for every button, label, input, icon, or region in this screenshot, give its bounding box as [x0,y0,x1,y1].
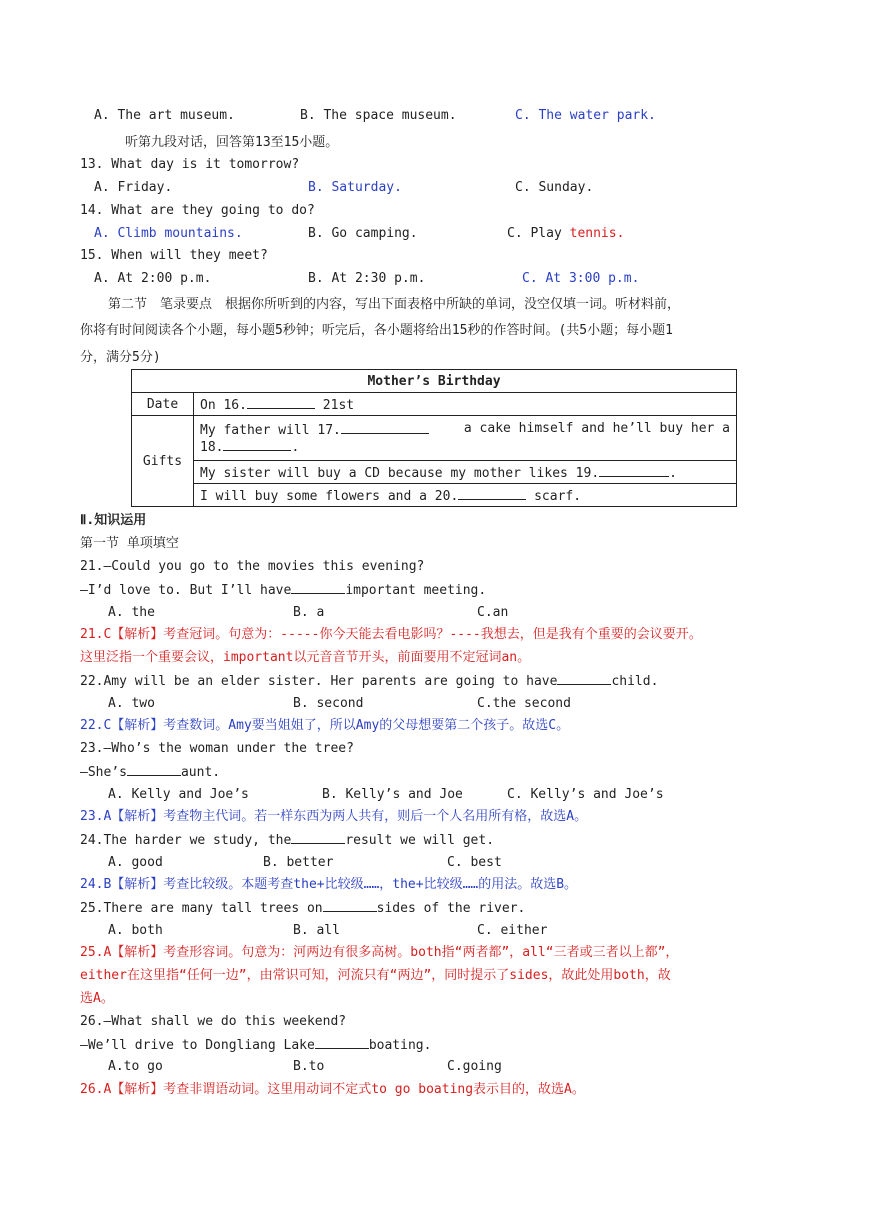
question-13: 13. What day is it tomorrow? [80,157,300,172]
q21-text: —I’d love to. But I’ll have [80,583,292,598]
blank-22[interactable] [557,672,611,685]
option-a: A. Friday. [94,180,173,195]
question-25 [80,899,525,918]
section-2-line-3: 分，满分5分) [80,350,161,365]
answer-25-line-3: 选A。 [80,991,114,1006]
gift-sister-end: . [669,465,677,481]
gift-father-cell [194,416,737,461]
section-2-line-2: 你将有时间阅读各个小题，每小题5秒钟；听完后，各小题将给出15秒的作答时间。(共5小题；每小题1 [80,323,673,338]
option-c: C. Kelly’s and Joe’s [507,787,664,802]
option-c [507,225,624,243]
date-text: On 16. [200,397,247,413]
option-a: A. two [108,696,155,711]
option-a: A.to go [108,1059,163,1074]
blank-17[interactable] [341,421,429,434]
gift-me-text: I will buy some flowers and a 20. [200,488,459,504]
option-b: B. At 2:30 p.m. [308,271,426,286]
option-b-answer: B. Saturday. [308,180,402,195]
section-2-line-1: 第二节 笔录要点 根据你所听到的内容，写出下面表格中所缺的单词，没空仅填一词。听材料前， [108,297,681,312]
option-b: B. all [293,923,340,938]
option-a-answer: A. Climb mountains. [94,226,243,241]
option-a: A. At 2:00 p.m. [94,271,212,286]
notes-table [131,369,737,507]
option-b: B. The space museum. [300,108,457,123]
answer-25-line-2: either在这里指“任何一边”，由常识可知，河流只有“两边”，同时提示了sides，故此处用both，故 [80,968,671,983]
option-b: B. better [263,855,334,870]
option-b: B.to [293,1059,325,1074]
answer-24: 24.B【解析】考查比较级。本题考查the+比较级……，the+比较级……的用法。故选B。 [80,877,578,892]
gifts-label: Gifts [132,416,194,507]
gift-father-suffix: a cake himself and he’ll buy her a [463,421,730,436]
gift-me-cell [194,484,737,507]
blank-25[interactable] [323,899,377,912]
blank-19[interactable] [599,464,669,477]
table-title: Mother’s Birthday [132,370,737,393]
gift-father-end: . [291,440,300,455]
option-c-word: tennis. [569,226,625,241]
option-c: C. either [477,923,548,938]
question-15: 15. When will they meet? [80,248,268,263]
gift-father-line-2 [200,438,730,455]
blank-16[interactable] [247,396,315,409]
blank-20[interactable] [458,487,526,500]
answer-21-line-1: 21.C【解析】考查冠词。句意为：-----你今天能去看电影吗？----我想去，但是我有个重要的会议要开。 [80,627,702,642]
blank-18[interactable] [223,438,291,451]
answer-25-line-1: 25.A【解析】考查形容词。句意为：河两边有很多高树。both指“两者都”，all“三者或三者以上都”， [80,945,679,960]
date-cell [194,393,737,416]
option-c-prefix: C. Play [507,226,570,241]
option-c: C.the second [477,696,571,711]
q25-text: 25.There are many tall trees on [80,901,323,916]
part-2-title: Ⅱ.知识运用 [80,513,147,528]
answer-23: 23.A【解析】考查物主代词。若一样东西为两人共有，则后一个人名用所有格，故选A。 [80,809,588,824]
q24-text: 24.The harder we study, the [80,833,292,848]
option-c-answer: C. The water park. [515,108,656,123]
q24-text-end: result we will get. [345,833,495,848]
part-2-section-1: 第一节 单项填空 [80,536,179,551]
q22-text: 22.Amy will be an elder sister. Her parents are going to have [80,674,558,689]
answer-22: 22.C【解析】考查数词。Amy要当姐姐了，所以Amy的父母想要第二个孩子。故选C。 [80,718,570,733]
question-21: 21.—Could you go to the movies this evening? [80,559,425,574]
gift-sister-text: My sister will buy a CD because my mother likes 19. [200,465,600,481]
blank-21[interactable] [291,581,345,594]
answer-21-line-2: 这里泛指一个重要会议，important以元音音节开头，前面要用不定冠词an。 [80,650,531,665]
gift-father-line-1 [200,421,730,438]
option-a: A. Kelly and Joe’s [108,787,249,802]
q25-text-end: sides of the river. [376,901,526,916]
blank-26[interactable] [315,1036,369,1049]
question-26-line-2 [80,1036,431,1055]
option-c: C. Sunday. [515,180,594,195]
q21-text-end: important meeting. [345,583,487,598]
dialog-instruction: 听第九段对话，回答第13至15小题。 [125,135,339,150]
question-24 [80,831,494,850]
question-22 [80,672,658,691]
q26-text: —We’ll drive to Dongliang Lake [80,1038,315,1053]
option-a: A. The art museum. [94,108,235,123]
blank-23[interactable] [127,763,181,776]
option-c: C. best [447,855,502,870]
question-23: 23.—Who’s the woman under the tree? [80,741,354,756]
gift-father-num: 18. [200,440,224,455]
option-a: A. the [108,605,155,620]
option-c-answer: C. At 3:00 p.m. [522,271,640,286]
gift-father-text [200,421,429,438]
answer-26: 26.A【解析】考查非谓语动词。这里用动词不定式to go boating表示目的，故选A。 [80,1082,585,1097]
gift-father-prefix: My father will 17. [200,423,341,438]
gift-me-end: scarf. [526,488,582,504]
date-label: Date [132,393,194,416]
blank-24[interactable] [291,831,345,844]
q26-text-end: boating. [368,1038,432,1053]
option-b: B. Go camping. [308,226,418,241]
option-c: C.going [447,1059,502,1074]
question-14: 14. What are they going to do? [80,203,315,218]
q22-text-end: child. [611,674,659,689]
option-c: C.an [477,605,509,620]
q23-text: —She’s [80,765,127,780]
option-b: B. a [293,605,325,620]
question-26: 26.—What shall we do this weekend? [80,1014,347,1029]
option-a: A. both [108,923,163,938]
option-a: A. good [108,855,163,870]
option-b: B. second [293,696,364,711]
date-suffix: 21st [314,397,355,413]
question-21-line-2 [80,581,486,600]
gift-sister-cell [194,461,737,484]
question-23-line-2 [80,763,220,782]
q23-text-end: aunt. [180,765,221,780]
option-b: B. Kelly’s and Joe [322,787,463,802]
